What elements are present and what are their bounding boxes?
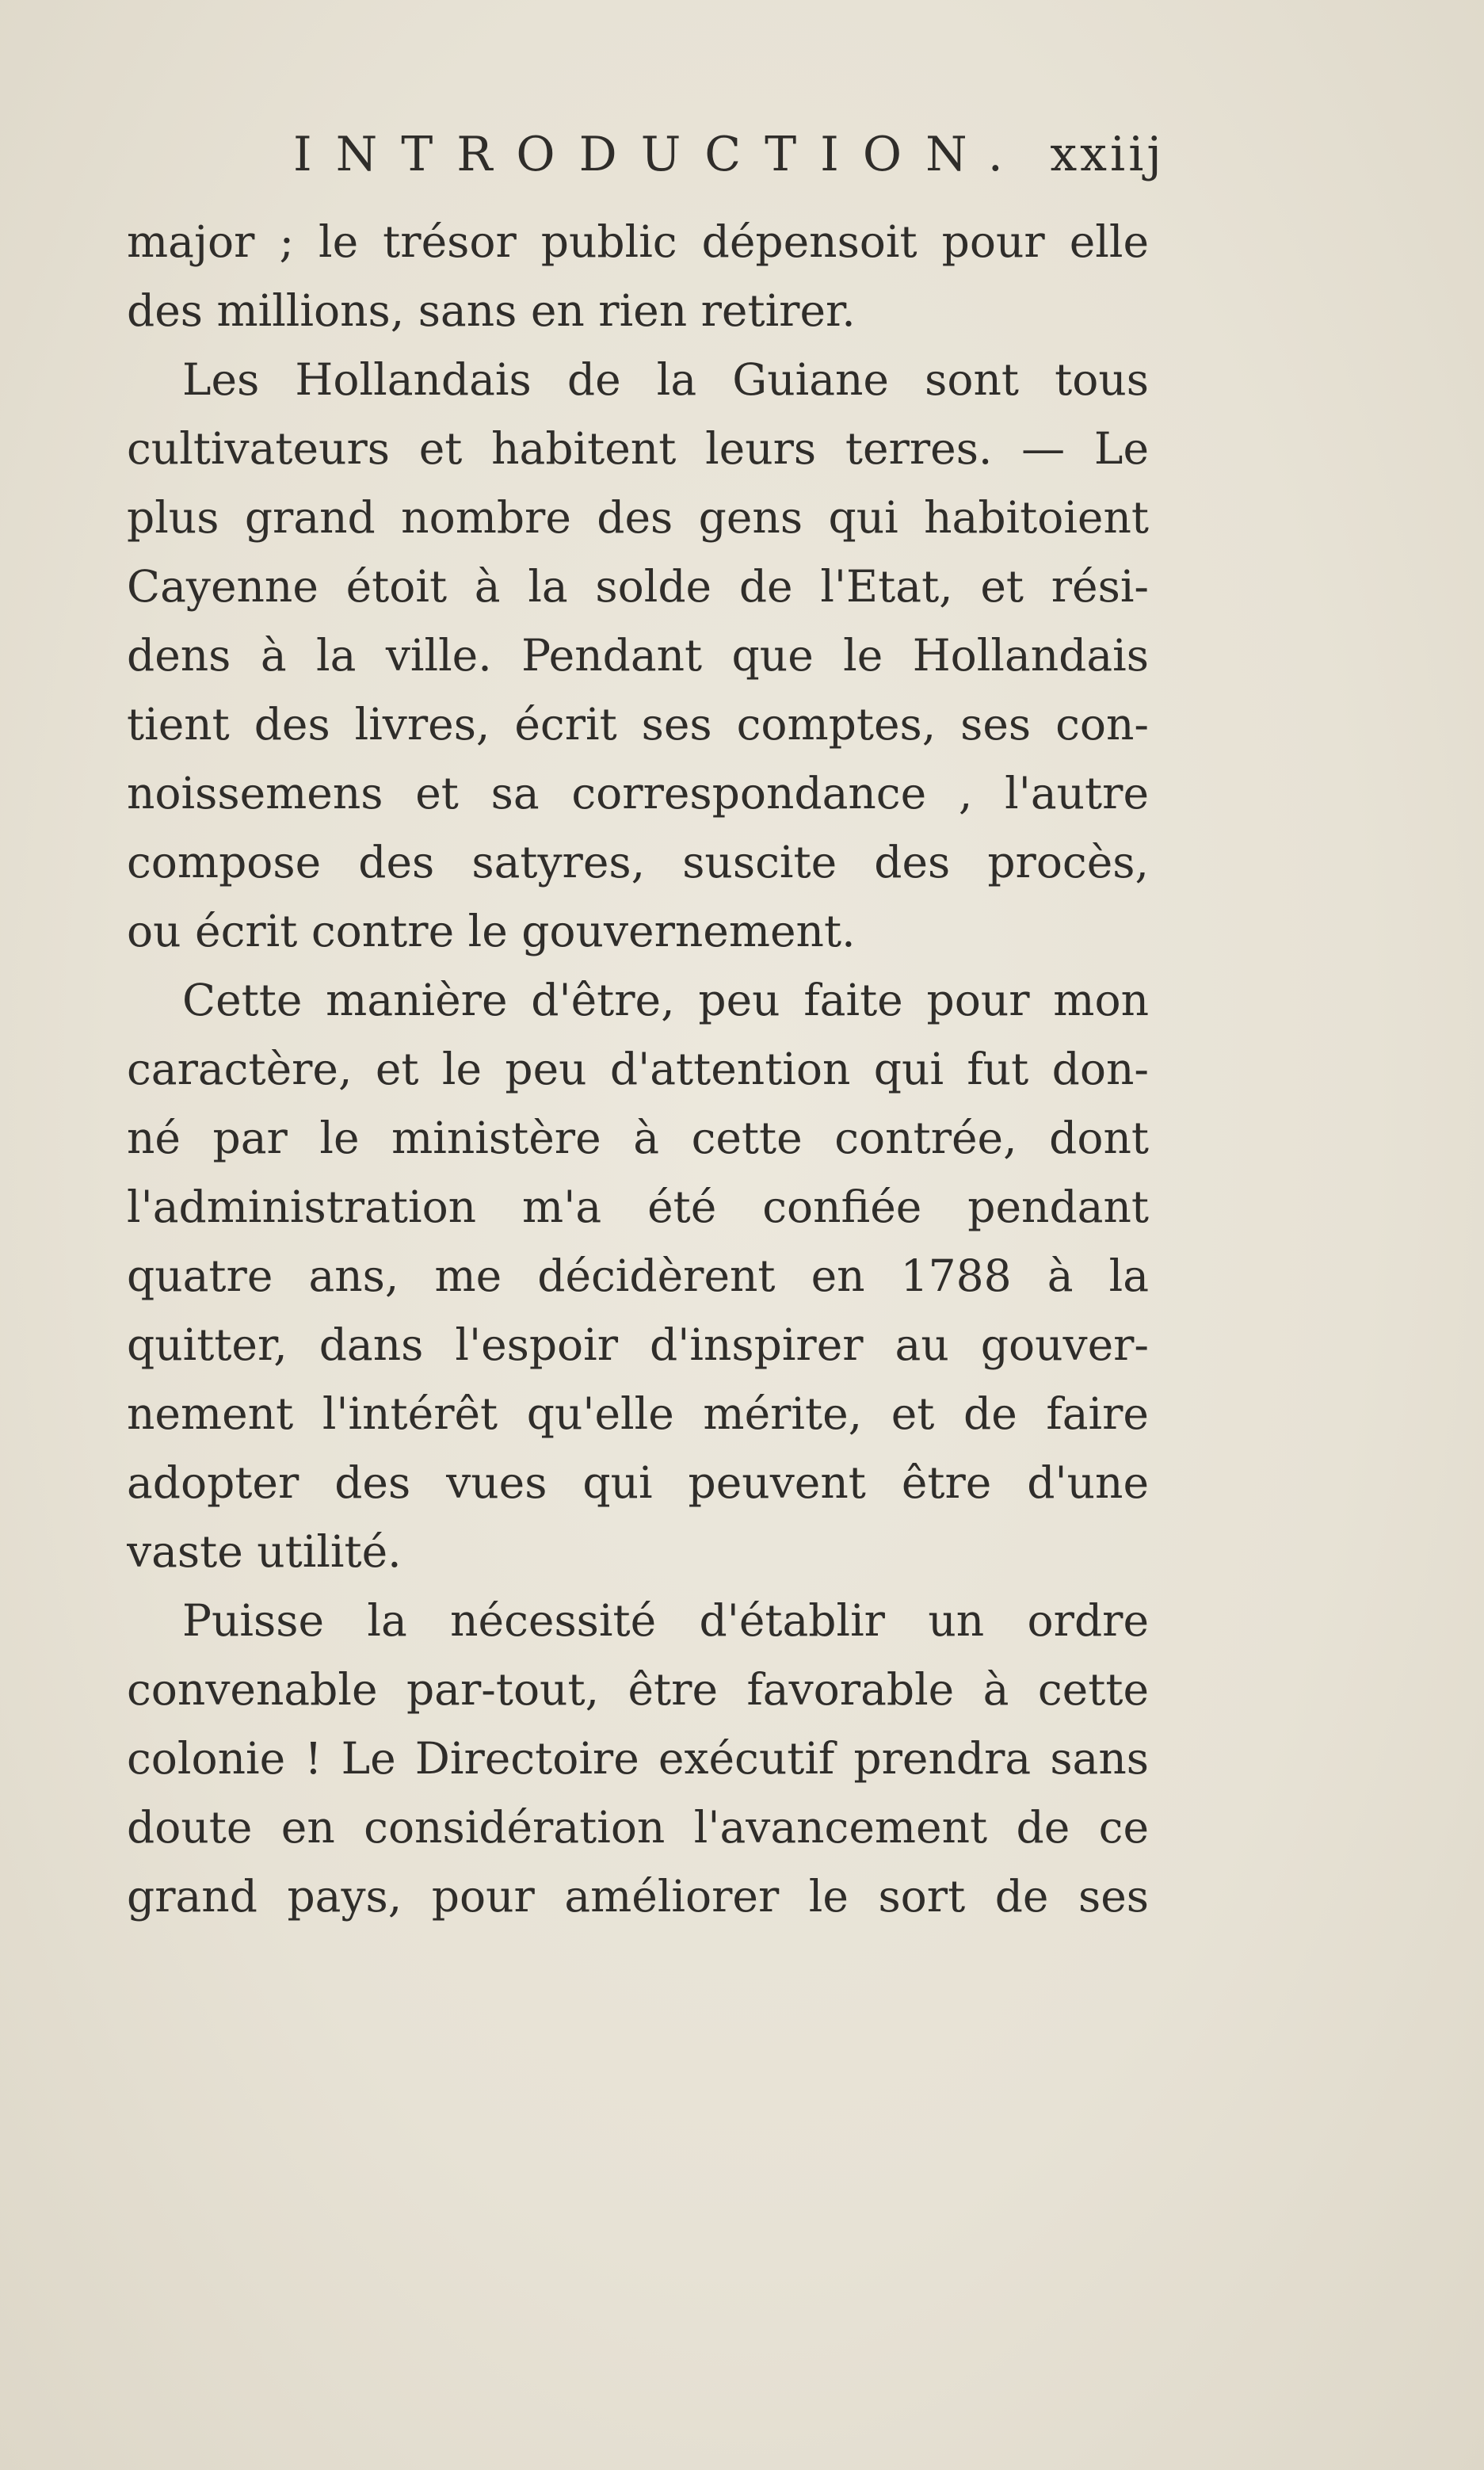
body-text xyxy=(127,208,1149,1931)
text-line: nement l'intérêt qu'elle mérite, et de faire xyxy=(127,1388,1149,1439)
text-line: vaste utilité. xyxy=(127,1526,402,1577)
running-head-title: INTRODUCTION. xyxy=(293,127,1027,182)
text-line: né par le ministère à cette contrée, dont xyxy=(127,1113,1149,1163)
text-line: l'administration m'a été confiée pendant xyxy=(127,1182,1149,1232)
text-line: dens à la ville. Pendant que le Hollandais xyxy=(127,630,1149,681)
text-line: compose des satyres, suscite des procès, xyxy=(127,837,1149,888)
text-line: Cayenne étoit à la solde de l'Etat, et rési- xyxy=(127,561,1149,612)
text-line: major ; le trésor public dépensoit pour elle xyxy=(127,216,1149,267)
text-line: cultivateurs et habitent leurs terres. — Le xyxy=(127,423,1149,474)
text-line: convenable par-tout, être favorable à cette xyxy=(127,1664,1149,1715)
text-line: adopter des vues qui peuvent être d'une xyxy=(127,1457,1149,1508)
text-line: Puisse la nécessité d'établir un ordre xyxy=(182,1595,1149,1646)
text-line: Les Hollandais de la Guiane sont tous xyxy=(182,354,1149,405)
text-line: ou écrit contre le gouvernement. xyxy=(127,906,856,956)
running-head xyxy=(293,127,1165,198)
page-number: xxiij xyxy=(1050,127,1165,182)
text-line: Cette manière d'être, peu faite pour mon xyxy=(182,975,1149,1025)
text-line: tient des livres, écrit ses comptes, ses con- xyxy=(127,699,1149,750)
text-line: caractère, et le peu d'attention qui fut don- xyxy=(127,1044,1149,1094)
text-line: noissemens et sa correspondance , l'autre xyxy=(127,768,1149,819)
text-line: plus grand nombre des gens qui habitoient xyxy=(127,492,1149,543)
text-line: quitter, dans l'espoir d'inspirer au gouver- xyxy=(127,1319,1149,1370)
text-line: grand pays, pour améliorer le sort de ses xyxy=(127,1871,1149,1922)
text-line: colonie ! Le Directoire exécutif prendra sans xyxy=(127,1733,1149,1784)
text-line: doute en considération l'avancement de ce xyxy=(127,1802,1149,1853)
text-line: des millions, sans en rien retirer. xyxy=(127,285,856,336)
text-line: quatre ans, me décidèrent en 1788 à la xyxy=(127,1250,1149,1301)
